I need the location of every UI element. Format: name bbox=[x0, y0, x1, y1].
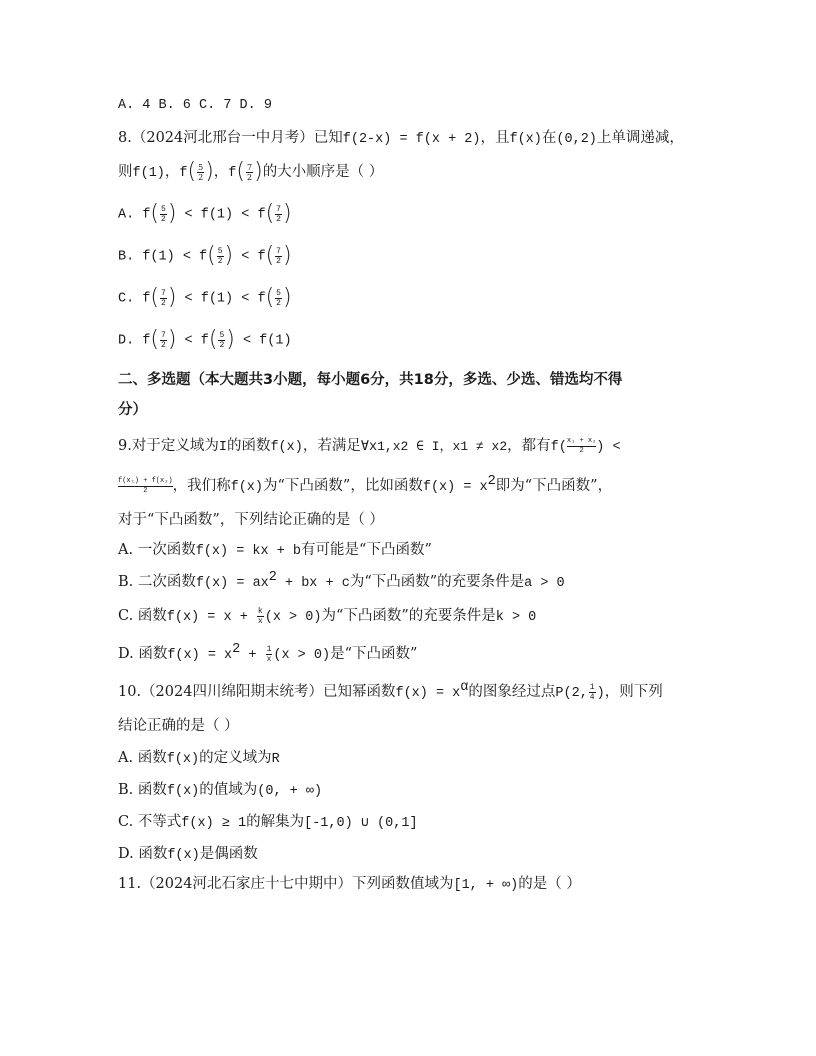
fraction-seven-halves: $\frac{7}{2}$ bbox=[161, 288, 166, 308]
fraction-one-over-x: $\frac{1}{x}$ bbox=[266, 644, 272, 664]
math-expr: f(2-x) = f(x + 2) bbox=[342, 132, 481, 147]
text: 已知 bbox=[313, 130, 343, 146]
paren: ) bbox=[254, 159, 263, 184]
paren: ( bbox=[187, 159, 197, 184]
text: 为“下凸函数”的充要条件是 bbox=[321, 608, 496, 624]
math-expr: f( bbox=[550, 440, 567, 455]
text: 10.（2024四川绵阳期末统考）已知幂函数 bbox=[118, 684, 396, 700]
fraction-seven-halves: $\frac{7}{2}$ bbox=[276, 204, 281, 224]
math-expr: f(x) bbox=[230, 480, 264, 495]
fraction-five-halves: $\frac{5}{2}$ bbox=[219, 330, 225, 350]
fraction-seven-halves: $\frac{7}{2}$ bbox=[247, 162, 253, 182]
text: 为“下凸函数”，比如函数 bbox=[263, 478, 423, 494]
math-expr: f(x) = x bbox=[422, 480, 488, 495]
text: 的函数 bbox=[226, 438, 271, 454]
text: ，则下列 bbox=[604, 684, 663, 700]
q10-option-a bbox=[118, 748, 280, 770]
paren: ) bbox=[167, 327, 177, 352]
q9-stem-line1 bbox=[118, 436, 621, 458]
math-expr: [-1,0) ∪ (0,1] bbox=[304, 816, 418, 831]
q10-option-d bbox=[118, 844, 258, 866]
section-heading-line2: 分） bbox=[118, 402, 147, 418]
lt: < bbox=[233, 291, 258, 307]
math-expr: (0, + ∞) bbox=[257, 784, 323, 799]
text: ，我们称 bbox=[172, 478, 231, 494]
fraction-five-halves: $\frac{5}{2}$ bbox=[198, 162, 204, 182]
question-number: 8. bbox=[118, 130, 132, 146]
paren: ( bbox=[150, 327, 160, 352]
fraction-k-over-x: $\frac{k}{x}$ bbox=[257, 606, 263, 626]
fraction-mean-fx: $\frac{\text{f(x₁) + f(x₂)}}{2}$ bbox=[118, 476, 173, 495]
lt: < bbox=[176, 207, 201, 223]
math-expr: f(x) bbox=[270, 440, 303, 455]
superscript: 2 bbox=[268, 570, 277, 585]
paren: ) bbox=[226, 327, 235, 352]
paren: ) bbox=[282, 285, 292, 310]
math-f: f bbox=[257, 249, 266, 265]
paren: ) bbox=[167, 201, 177, 226]
paren: ) bbox=[224, 243, 234, 268]
q8-option-b bbox=[118, 243, 292, 268]
text: 的定义域为 bbox=[199, 750, 272, 766]
math-expr: (x > 0) bbox=[273, 648, 331, 663]
text: 有可能是“下凸函数” bbox=[301, 542, 432, 558]
math-f: f bbox=[142, 333, 151, 349]
lt: < bbox=[174, 249, 200, 265]
question-source: （2024河北邢台一中月考） bbox=[131, 130, 314, 146]
text: 的解集为 bbox=[246, 814, 305, 830]
paren: ( bbox=[236, 159, 245, 184]
math-f: f bbox=[179, 166, 188, 181]
q10-option-c bbox=[118, 812, 418, 834]
q8-option-c bbox=[118, 285, 292, 310]
q10-option-b bbox=[118, 780, 322, 802]
lt: < bbox=[176, 333, 201, 349]
math-expr: [1, + ∞) bbox=[453, 878, 519, 893]
text: C. 函数 bbox=[118, 608, 167, 624]
text: D. 函数 bbox=[118, 846, 168, 862]
superscript: 2 bbox=[232, 642, 241, 657]
lt: < bbox=[176, 291, 201, 307]
text: 的大小顺序是（ ） bbox=[262, 164, 384, 180]
superscript: α bbox=[460, 680, 469, 695]
math-f: f bbox=[228, 166, 237, 181]
text: ，都有 bbox=[507, 438, 551, 454]
math-expr: I bbox=[218, 440, 227, 455]
math-expr: k > 0 bbox=[495, 610, 537, 625]
text: 的是（ ） bbox=[518, 876, 581, 892]
math-f: f bbox=[257, 291, 266, 307]
fraction-mean-x: $\frac{\text{x₁ + x₂}}{2}$ bbox=[566, 436, 597, 455]
text: A. 一次函数 bbox=[118, 542, 196, 558]
math-expr: f(x) = x + bbox=[166, 610, 256, 625]
fraction-five-halves: $\frac{5}{2}$ bbox=[217, 246, 223, 266]
math-expr: + bx + c bbox=[276, 576, 350, 591]
text: ， bbox=[213, 164, 229, 180]
option-label: C. bbox=[118, 291, 135, 307]
option-label: D. bbox=[118, 333, 135, 349]
math-expr: f(1) bbox=[142, 249, 175, 265]
fraction-five-halves: $\frac{5}{2}$ bbox=[276, 288, 281, 308]
q7-options: A. 4 B. 6 C. 7 D. 9 bbox=[118, 98, 272, 113]
q10-stem-line1 bbox=[118, 682, 663, 704]
math-expr: f(x) bbox=[167, 848, 200, 863]
text: 则 bbox=[118, 164, 133, 180]
q9-stem-line3: 对于“下凸函数”，下列结论正确的是（ ） bbox=[118, 512, 384, 528]
q9-option-a bbox=[118, 540, 432, 562]
text: 为“下凸函数”的充要条件是 bbox=[349, 574, 525, 590]
q9-option-c bbox=[118, 606, 536, 628]
math-expr: + bbox=[240, 648, 265, 663]
fraction-one-fourth: $\frac{1}{4}$ bbox=[589, 682, 595, 702]
q8-option-d bbox=[118, 327, 292, 352]
q9-option-b bbox=[118, 572, 565, 594]
option-label: A. bbox=[118, 207, 135, 223]
text: B. 二次函数 bbox=[118, 574, 196, 590]
text: ， bbox=[164, 164, 180, 180]
q8-stem-line2 bbox=[118, 159, 384, 184]
text: 即为“下凸函数”， bbox=[495, 478, 613, 494]
math-expr: f(1) bbox=[200, 291, 234, 307]
math-expr: a > 0 bbox=[524, 576, 565, 591]
text: 11.（2024河北石家庄十七中期中）下列函数值域为 bbox=[118, 876, 454, 892]
math-f: f bbox=[142, 291, 151, 307]
math-expr: f(x) bbox=[166, 752, 200, 767]
lt: < bbox=[234, 333, 260, 349]
math-expr: f(1) bbox=[259, 333, 292, 349]
text: 上单调递减， bbox=[596, 130, 684, 146]
paren: ) bbox=[282, 243, 292, 268]
paren: ) bbox=[167, 285, 177, 310]
lt: < bbox=[233, 249, 258, 265]
paren: ( bbox=[265, 243, 275, 268]
paren: ( bbox=[150, 285, 160, 310]
text: 是“下凸函数” bbox=[330, 646, 418, 662]
math-expr: (0,2) bbox=[556, 132, 597, 147]
q9-option-d bbox=[118, 644, 417, 666]
paren: ( bbox=[207, 243, 216, 268]
math-f: f bbox=[199, 249, 208, 265]
math-expr: f(x) = kx + b bbox=[195, 544, 302, 559]
fraction-seven-halves: $\frac{7}{2}$ bbox=[276, 246, 281, 266]
option-label: B. bbox=[118, 249, 135, 265]
math-expr: f(x) = ax bbox=[195, 576, 269, 591]
text: 的值域为 bbox=[199, 782, 258, 798]
lt: < bbox=[233, 207, 258, 223]
math-expr: R bbox=[271, 752, 280, 767]
math-expr: f(1) bbox=[200, 207, 234, 223]
text: B. 函数 bbox=[118, 782, 167, 798]
text: D. 函数 bbox=[118, 646, 168, 662]
text: ，若满足 bbox=[302, 438, 361, 454]
text: 是偶函数 bbox=[199, 846, 258, 862]
math-expr: ) < bbox=[596, 440, 621, 455]
math-expr: 1,x2 ∈ I，x1 ≠ x2 bbox=[377, 439, 508, 454]
math-expr: f(x) = x bbox=[395, 686, 461, 701]
text: 9.对于定义域为 bbox=[118, 438, 219, 454]
math-expr: f(1) bbox=[132, 166, 165, 181]
math-expr: f(x) bbox=[509, 132, 542, 147]
q10-stem-line2: 结论正确的是（ ） bbox=[118, 718, 239, 734]
paren: ( bbox=[265, 201, 275, 226]
math-expr: f(x) = x bbox=[167, 648, 233, 663]
paren: ) bbox=[205, 159, 214, 184]
paren: ( bbox=[265, 285, 275, 310]
text: ，且 bbox=[480, 130, 510, 146]
paren: ) bbox=[282, 201, 292, 226]
q8-option-a bbox=[118, 201, 292, 226]
section-heading-line1: 二、多选题（本大题共3小题，每小题6分，共18分，多选、少选、错选均不得 bbox=[118, 372, 623, 388]
math-expr: ) bbox=[596, 686, 605, 701]
math-f: f bbox=[142, 207, 151, 223]
fraction-five-halves: $\frac{5}{2}$ bbox=[161, 204, 166, 224]
paren: ( bbox=[150, 201, 160, 226]
math-f: f bbox=[200, 333, 209, 349]
q8-stem-line1 bbox=[118, 128, 684, 150]
text: A. 函数 bbox=[118, 750, 167, 766]
q11-stem bbox=[118, 874, 581, 896]
text: 的图象经过点 bbox=[468, 684, 556, 700]
math-expr: f(x) ≥ 1 bbox=[181, 816, 247, 831]
fraction-seven-halves: $\frac{7}{2}$ bbox=[161, 330, 166, 350]
q9-stem-line2 bbox=[118, 476, 612, 498]
math-f: f bbox=[257, 207, 266, 223]
superscript: 2 bbox=[487, 474, 496, 489]
math-expr: P(2, bbox=[555, 686, 588, 701]
math-expr: ∀x bbox=[360, 440, 378, 455]
paren: ( bbox=[208, 327, 218, 352]
text: 在 bbox=[541, 130, 557, 146]
math-expr: f(x) bbox=[166, 784, 200, 799]
math-expr: (x > 0) bbox=[264, 610, 322, 625]
text: C. 不等式 bbox=[118, 814, 182, 830]
